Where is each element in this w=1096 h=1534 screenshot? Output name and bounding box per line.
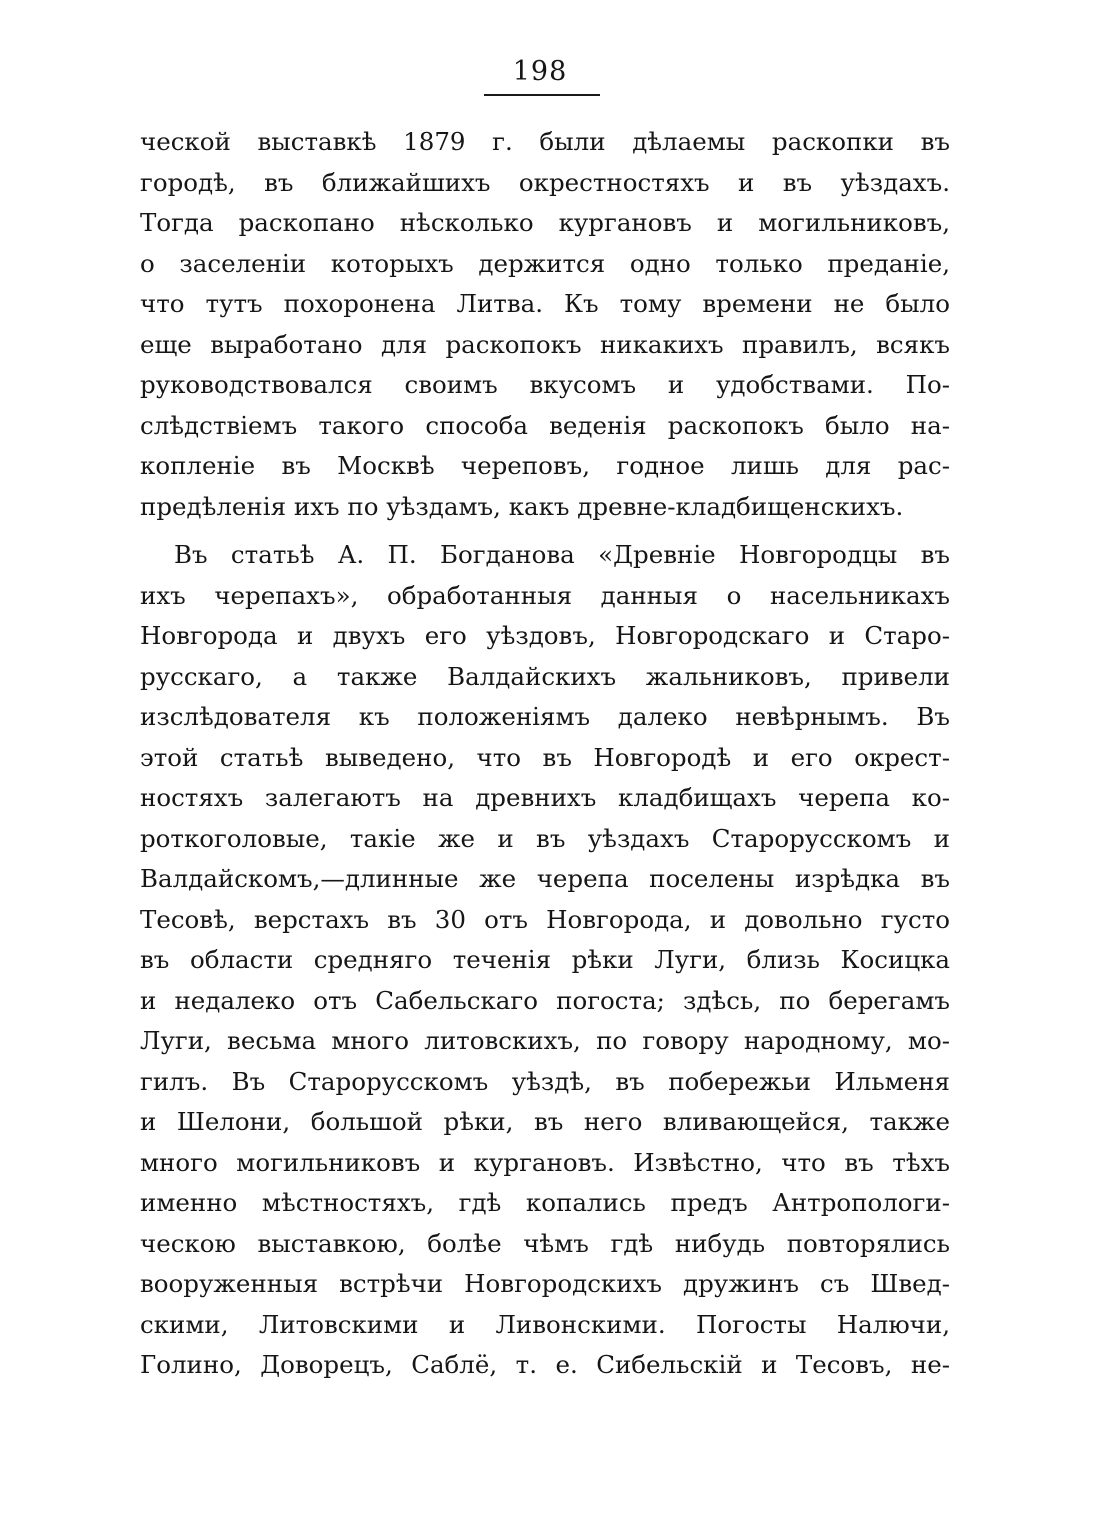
- text-line: что тутъ похоронена Литва. Къ тому времени не было: [140, 289, 950, 318]
- text-line: ностяхъ залегаютъ на древнихъ кладбищахъ черепа ко-: [140, 783, 950, 812]
- text-line: слѣдствiемъ такого способа веденiя раскопокъ было на-: [140, 410, 950, 440]
- text-line: Тогда раскопано нѣсколько кургановъ и могильниковъ,: [140, 208, 950, 237]
- text-line: руководствовался своимъ вкусомъ и удобствами. По-: [140, 370, 950, 399]
- text-line: Голино, Доворецъ, Саблё, т. е. Сибельскiй и Тесовъ, не-: [140, 1350, 950, 1379]
- text-line: Луги, весьма много литовскихъ, по говору народному, мо-: [140, 1026, 950, 1055]
- text-line: городѣ, въ ближайшихъ окрестностяхъ и въ уѣздахъ.: [140, 167, 950, 197]
- text-line: ческой выставкѣ 1879 г. были дѣлаемы раскопки въ: [140, 127, 950, 156]
- text-line: гилъ. Въ Старорусскомъ уѣздѣ, въ побережьи Ильменя: [140, 1066, 950, 1096]
- paragraph-2: [140, 535, 950, 1386]
- text-line: этой статьѣ выведено, что въ Новгородѣ и его окрест-: [140, 742, 950, 772]
- text-line: роткоголовые, такiе же и въ уѣздахъ Старорусскомъ и: [140, 823, 950, 853]
- text-line: въ области средняго теченiя рѣки Луги, близь Косицка: [140, 945, 950, 974]
- text-line: и недалеко отъ Сабельскаго погоста; здѣсь, по берегамъ: [140, 985, 950, 1015]
- text-line: копленiе въ Москвѣ череповъ, годное лишь для рас-: [140, 451, 950, 480]
- text-line: и Шелони, большой рѣки, въ него вливающейся, также: [140, 1107, 950, 1136]
- header-rule: [484, 94, 600, 96]
- text-line: вооруженныя встрѣчи Новгородскихъ дружинъ съ Швед-: [140, 1269, 950, 1298]
- text-line: изслѣдователя къ положенiямъ далеко невѣрнымъ. Въ: [140, 702, 950, 731]
- text-line: Валдайскомъ,—длинные же черепа поселены изрѣдка въ: [140, 864, 950, 893]
- text-line: много могильниковъ и кургановъ. Извѣстно, что въ тѣхъ: [140, 1147, 950, 1177]
- text-line: еще выработано для раскопокъ никакихъ правилъ, всякъ: [140, 329, 950, 359]
- text-line: Новгорода и двухъ его уѣздовъ, Новгородскаго и Старо-: [140, 621, 950, 650]
- paragraph-1: [140, 122, 950, 527]
- text-line: о заселенiи которыхъ держится одно только преданiе,: [140, 248, 950, 278]
- page-number: 198: [512, 56, 568, 87]
- text-line: ихъ черепахъ», обработанныя данныя о насельникахъ: [140, 580, 950, 610]
- text-line: русскаго, а также Валдайскихъ жальниковъ, привели: [140, 661, 950, 691]
- text-line: предѣленiя ихъ по уѣздамъ, какъ древне-кладбищенскихъ.: [140, 491, 904, 521]
- text-line: Тесовѣ, верстахъ въ 30 отъ Новгорода, и довольно густо: [140, 904, 950, 934]
- text-line: скими, Литовскими и Ливонскими. Погосты Налючи,: [140, 1309, 950, 1339]
- text-line: Въ статьѣ А. П. Богданова «Древнiе Новгородцы въ: [174, 540, 950, 569]
- text-line: именно мѣстностяхъ, гдѣ копались предъ Антропологи-: [140, 1188, 950, 1217]
- body-text: [140, 122, 950, 1386]
- text-line: ческою выставкою, болѣе чѣмъ гдѣ нибудь повторялись: [140, 1228, 950, 1258]
